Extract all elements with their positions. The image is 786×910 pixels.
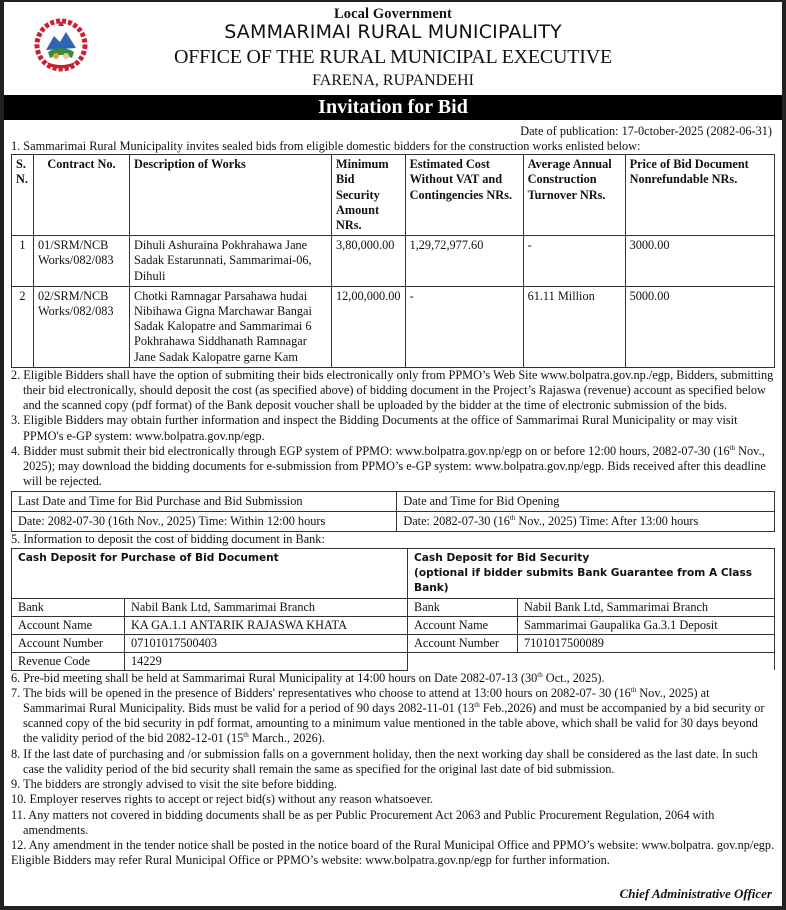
cell-estimated-cost: - [405, 286, 523, 367]
header-description: Description of Works [130, 155, 332, 236]
publication-date: Date of publication: 17-0ctober-2025 (2082-06-31) [520, 124, 772, 138]
right-account-name-label: Account Name [408, 616, 518, 634]
clause-9: 9. The bidders are strongly advised to visit the site before bidding. [11, 777, 337, 792]
cell-sn: 1 [12, 236, 34, 287]
clause-12: 12. Any amendment in the tender notice shall be posted in the notice board of the Rural Municipal Office and PPMO’s website: www.bolpatra. gov.np/egp. [11, 837, 775, 852]
cell-turnover: - [523, 236, 625, 287]
clause-7-sup-1: th [630, 685, 637, 694]
clause-7-text-a: 7. The bids will be opened in the presence of Bidders' representatives who choose to attend at 13:00 hours on 2082-07- 30 (16 [11, 685, 631, 700]
cell-contract-no: 02/SRM/NCB Works/082/083 [34, 286, 130, 367]
cell-bid-security: 3,80,000.00 [332, 236, 406, 287]
opening-value-a: Date: 2082-07-30 (16 [403, 514, 510, 529]
clause-8: 8. If the last date of purchasing and /or submission falls on a government holiday, then the next working day shall be considered as the last date. In such case the validity period of the bid security shall remain the same as specified for the original last date of bid submission. [11, 746, 758, 776]
bid-security-title-line2: (optional if bidder submits Bank Guarantee from A Class Bank) [414, 566, 753, 594]
clause-7-text-d: March., 2026). [248, 731, 325, 746]
header-turnover: Average Annual Construction Turnover NRs. [523, 155, 625, 236]
cell-bid-security: 12,00,000.00 [332, 286, 406, 367]
header-estimated-cost: Estimated Cost Without VAT and Contingencies NRs. [405, 155, 523, 236]
left-account-name-label: Account Name [12, 616, 125, 634]
clause-6 [11, 671, 775, 686]
bank-deposit-table [11, 548, 775, 671]
revenue-code-row [12, 652, 775, 670]
signatory-title: Chief Administrative Officer [619, 886, 772, 901]
dates-table [11, 491, 775, 532]
clause-3: 3. Eligible Bidders may obtain further information and inspect the Bidding Documents at the office of Sammarimai Rural Municipality or may visit PPMO's e-GP system: www.bolpatra.gov.np/egp. [11, 413, 738, 443]
empty-cell [408, 652, 518, 670]
left-bank-value: Nabil Bank Ltd, Sammarimai Branch [125, 598, 408, 616]
closing-note: Eligible Bidders may refer Rural Municipal Office or PPMO’s website: www.bolpatra.gov.np/egp for further information. [11, 853, 610, 868]
notice-body [11, 139, 775, 868]
local-government-label: Local Government [334, 6, 452, 22]
clause-4 [11, 444, 775, 490]
right-bank-label: Bank [408, 598, 518, 616]
header-sn: S. N. [12, 155, 34, 236]
cell-bid-doc-price: 5000.00 [625, 286, 774, 367]
cell-estimated-cost: 1,29,72,977.60 [405, 236, 523, 287]
notice-header [4, 2, 782, 94]
account-number-row [12, 634, 775, 652]
clause-7-sup-3: th [243, 731, 249, 740]
clause-11: 11. Any matters not covered in bidding documents shall be as per Public Procurement Act 2063 and Public Procurement Regulation, 2064 with amendments. [11, 807, 715, 837]
office-name: OFFICE OF THE RURAL MUNICIPAL EXECUTIVE [174, 46, 612, 68]
cell-sn: 2 [12, 286, 34, 367]
works-table [11, 154, 775, 368]
clause-6-text-b: Oct., 2025). [542, 670, 605, 685]
clause-7-sup-2: th [474, 700, 480, 709]
clause-2: 2. Eligible Bidders shall have the option of submiting their bids electronically only from PPMO’s Web Site www.bolpatra.gov.np./egp, Bidders, submitting their bid electronically, should deposit the cost (as specified above) of bidding document in the Project’s Rajaswa (revenue) account as specified below and the scanned copy (pdf format) of the Bank deposit voucher shall be uploaded by the bidder at the time of electronic submission of the bids. [11, 367, 774, 413]
bid-document-deposit-title: Cash Deposit for Purchase of Bid Document [12, 548, 408, 598]
right-account-number-label: Account Number [408, 634, 518, 652]
clause-7-text-c: Feb.,2026) and must be accompanied by a bid security or scanned copy of the bid security in pdf format, amounting to a minimum value mentioned in the table above, which shall be valid for 30 days beyond the validity period of the bid 2082-12-01 (15 [23, 701, 765, 746]
cell-turnover: 61.11 Million [523, 286, 625, 367]
clause-4-text-b: Nov., 2025); may download the bidding documents for e-submission from PPMO’s e-GP system: www.bolpatra.gov.np/egp. Bids received after this deadline will be rejected. [23, 443, 766, 489]
right-account-number-value: 7101017500089 [518, 634, 775, 652]
submission-deadline-label: Last Date and Time for Bid Purchase and Bid Submission [12, 492, 397, 512]
intro-clause: 1. Sammarimai Rural Municipality invites sealed bids from eligible domestic bidders for the construction works enlisted below: [11, 139, 641, 153]
cell-contract-no: 01/SRM/NCB Works/082/083 [34, 236, 130, 287]
opening-value-sup: th [509, 514, 516, 523]
bank-row [12, 598, 775, 616]
left-account-name-value: KA GA.1.1 ANTARIK RAJASWA KHATA [125, 616, 408, 634]
header-contract-no: Contract No. [34, 155, 130, 236]
clause-4-text-a: 4. Bidder must submit their bid electronically through EGP system of PPMO: www.bolpatra.gov.np/egp on or before 12:00 hours, 2082-07-30 (16 [11, 443, 730, 458]
right-account-name-value: Sammarimai Gaupalika Ga.3.1 Deposit [518, 616, 775, 634]
clause-7 [11, 686, 775, 747]
bid-security-title-line1: Cash Deposit for Bid Security [414, 551, 590, 564]
account-name-row [12, 616, 775, 634]
clause-7-text-b: Nov., 2025) at Sammarimai Rural Municipality. Bids must be valid for a period of 90 days 2082-11-01 (13 [23, 685, 710, 716]
table-row [12, 236, 775, 287]
clause-4-sup: th [729, 443, 736, 452]
notice-title-banner: Invitation for Bid [4, 95, 782, 120]
header-bid-doc-price: Price of Bid Document Nonrefundable NRs. [625, 155, 774, 236]
left-bank-label: Bank [12, 598, 125, 616]
office-location: FARENA, RUPANDEHI [312, 72, 474, 89]
table-row [12, 286, 775, 367]
cell-bid-doc-price: 3000.00 [625, 236, 774, 287]
clause-10: 10. Employer reserves rights to accept or reject bid(s) without any reason whatsoever. [11, 792, 434, 807]
revenue-code-label: Revenue Code [12, 652, 125, 670]
left-account-number-label: Account Number [12, 634, 125, 652]
bid-security-deposit-title [408, 548, 775, 598]
right-bank-value: Nabil Bank Ltd, Sammarimai Branch [518, 598, 775, 616]
clause-6-text-a: 6. Pre-bid meeting shall be held at Sammarimai Rural Municipality at 14:00 hours on Date 2082-07-13 (30 [11, 670, 538, 685]
clause-5: 5. Information to deposit the cost of bidding document in Bank: [11, 532, 325, 547]
opening-value [397, 512, 775, 532]
revenue-code-value: 14229 [125, 652, 408, 670]
opening-label: Date and Time for Bid Opening [397, 492, 775, 512]
cell-description: Dihuli Ashuraina Pokhrahawa Jane Sadak Estarunnati, Sammarimai-06, Dihuli [130, 236, 332, 287]
left-account-number-value: 07101017500403 [125, 634, 408, 652]
empty-cell [518, 652, 775, 670]
cell-description: Chotki Ramnagar Parsahawa hudai Nibihawa Gigna Marchawar Bangai Sadak Kalopatre and Sammarimai 6 Pokhrahawa Siddhanath Ramnagar Jane Sadak Kalopatre garne Kam [130, 286, 332, 367]
municipality-name: SAMMARIMAI RURAL MUNICIPALITY [224, 21, 562, 43]
opening-value-b: Nov., 2025) Time: After 13:00 hours [515, 514, 699, 529]
works-table-header [12, 155, 775, 236]
clause-6-sup: th [537, 670, 543, 679]
header-bid-security: Minimum Bid Security Amount NRs. [332, 155, 406, 236]
submission-deadline-value: Date: 2082-07-30 (16th Nov., 2025) Time: Within 12:00 hours [12, 512, 397, 532]
